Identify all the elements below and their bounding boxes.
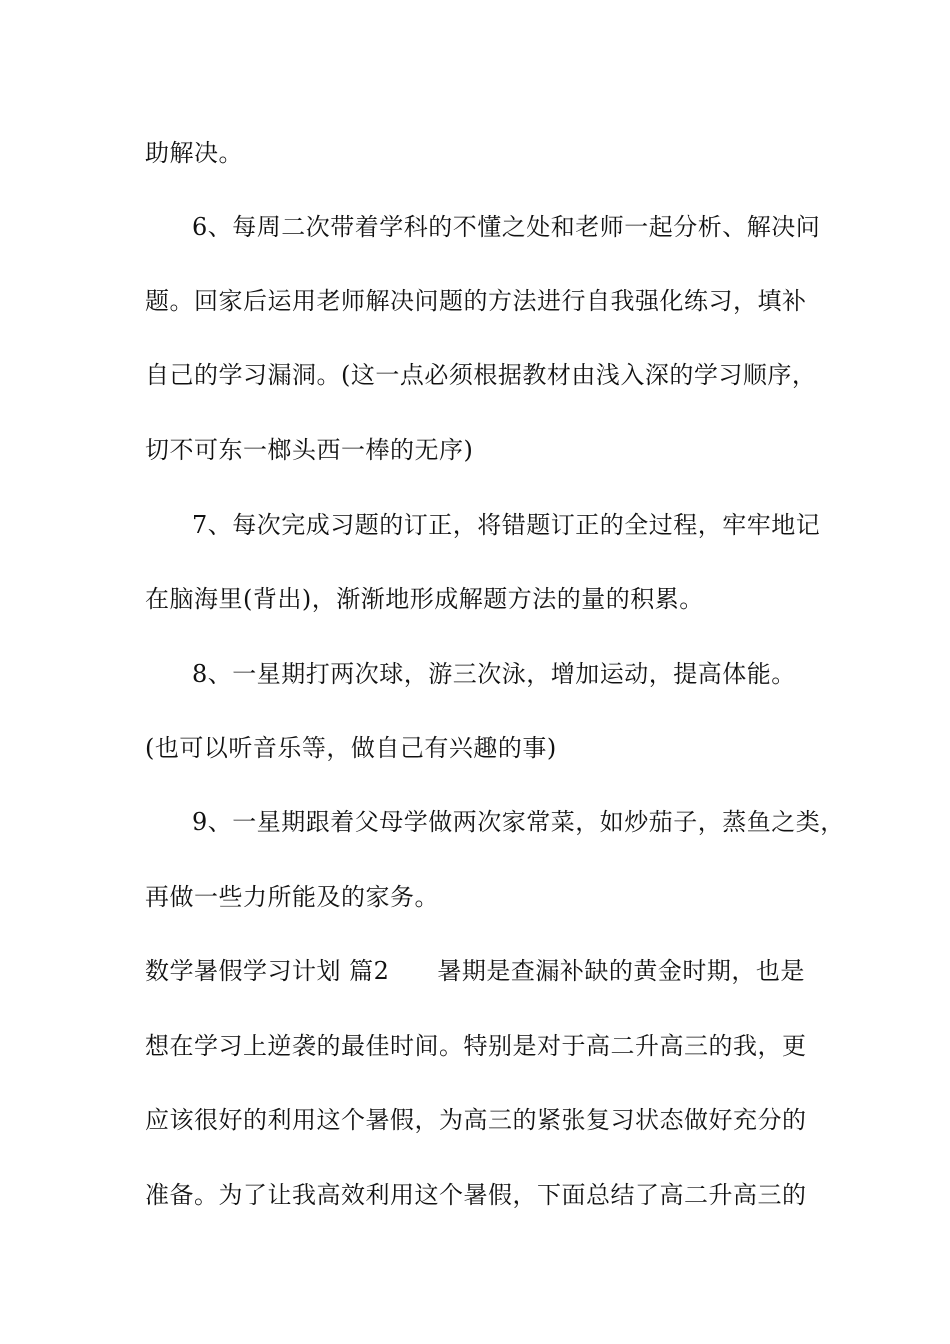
paragraph-line: 9、一星期跟着父母学做两次家常菜，如炒茄子，蒸鱼之类， (192, 808, 845, 836)
paragraph-line: 在脑海里(背出)，渐渐地形成解题方法的量的积累。 (145, 585, 704, 613)
paragraph-line: 想在学习上逆袭的最佳时间。特别是对于高二升高三的我，更 (145, 1032, 807, 1060)
paragraph-line: 7、每次完成习题的订正，将错题订正的全过程，牢牢地记 (192, 511, 821, 539)
paragraph-line: 题。回家后运用老师解决问题的方法进行自我强化练习，填补 (145, 287, 807, 315)
section-heading-line (145, 956, 805, 986)
paragraph-line: 自己的学习漏洞。(这一点必须根据教材由浅入深的学习顺序， (145, 361, 817, 389)
paragraph-line: 助解决。 (145, 139, 243, 167)
paragraph-line: 再做一些力所能及的家务。 (145, 883, 439, 911)
paragraph-line: 8、一星期打两次球，游三次泳，增加运动，提高体能。 (192, 660, 796, 688)
section-intro: 暑期是查漏补缺的黄金时期，也是 (437, 957, 805, 985)
paragraph-line: (也可以听音乐等，做自己有兴趣的事) (145, 734, 557, 762)
paragraph-line: 准备。为了让我高效利用这个暑假，下面总结了高二升高三的 (145, 1181, 807, 1209)
section-heading: 数学暑假学习计划 篇2 (145, 957, 390, 985)
paragraph-line: 6、每周二次带着学科的不懂之处和老师一起分析、解决问 (192, 213, 821, 241)
paragraph-line: 应该很好的利用这个暑假，为高三的紧张复习状态做好充分的 (145, 1106, 807, 1134)
paragraph-line: 切不可东一榔头西一棒的无序) (145, 436, 474, 464)
